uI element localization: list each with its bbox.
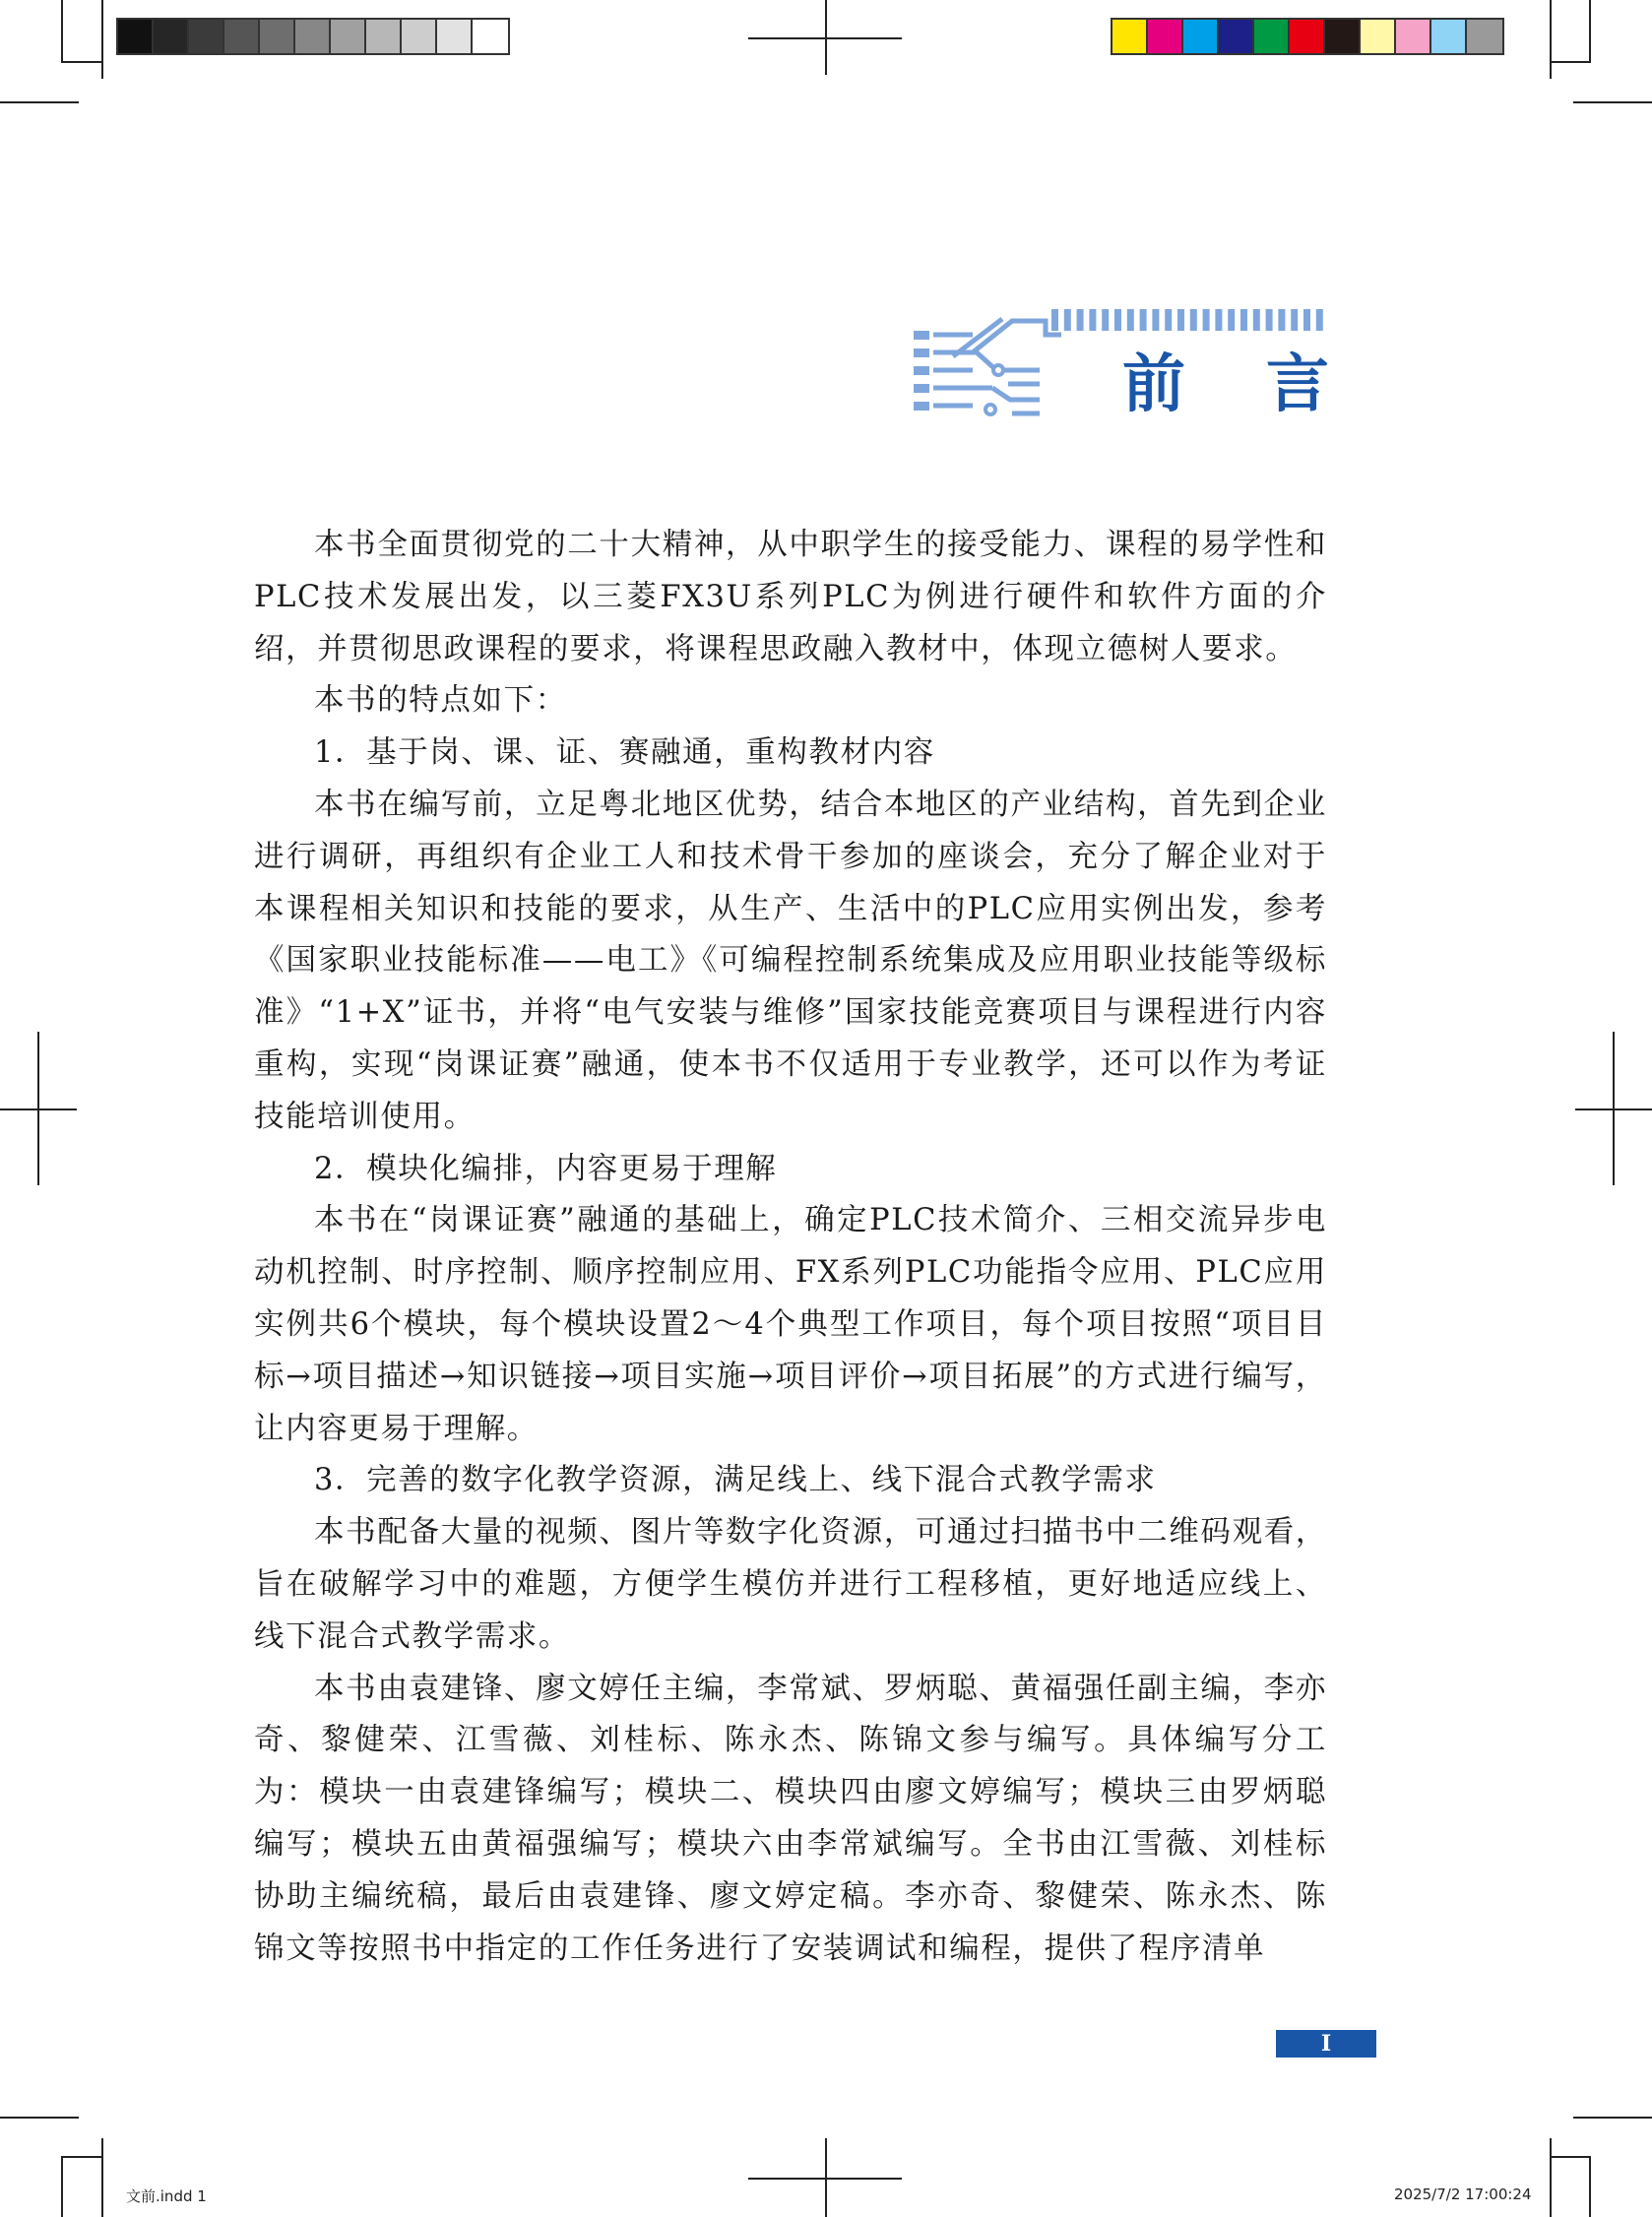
ornament-bar: [1240, 309, 1247, 331]
paragraph: 本书由袁建锋、廖文婷任主编，李常斌、罗炳聪、黄福强任副主编，李亦奇、黎健荣、江雪薇、刘桂标、陈永杰、陈锦文参与编写。具体编写分工为：模块一由袁建锋编写；模块二、模块四由廖文婷编写；模块三由罗炳聪编写；模块五由黄福强编写；模块六由李常斌编写。全书由江雪薇、刘桂标协助主编统稿，最后由袁建锋、廖文婷定稿。李亦奇、黎健荣、陈永杰、陈锦文等按照书中指定的工作任务进行了安装调试和编程，提供了程序清单: [254, 1671, 1327, 1966]
color-swatch: [1183, 20, 1219, 53]
gray-swatch: [154, 20, 189, 53]
section-heading: 3．完善的数字化教学资源，满足线上、线下混合式教学需求: [314, 1463, 1157, 1498]
title-char: 前: [1122, 348, 1185, 421]
ornament-bar: [1303, 309, 1310, 331]
timestamp-slug: 2025/7/2 17:00:24: [1394, 2185, 1532, 2203]
title-char: 言: [1266, 348, 1329, 421]
crop-mark: [1573, 2117, 1652, 2119]
registration-mark: [825, 2138, 827, 2217]
paragraph: 本书在“岗课证赛”融通的基础上，确定PLC技术简介、三相交流异步电动机控制、时序控制、顺序控制应用、FX系列PLC功能指令应用、PLC应用实例共6个模块，每个模块设置2～4个典型工作项目，每个项目按照“项目目标→项目描述→知识链接→项目实施→项目评价→项目拓展”的方式进行编写，让内容更易于理解。: [254, 1203, 1327, 1446]
crop-mark: [61, 61, 102, 63]
color-swatch: [1467, 20, 1502, 53]
ornament-bar: [1051, 309, 1058, 331]
crop-mark: [1550, 2156, 1591, 2158]
ornament-bar: [1215, 309, 1222, 331]
gray-swatch: [437, 20, 473, 53]
file-name-slug: 文前.indd 1: [126, 2187, 207, 2205]
ornament-bar: [1089, 309, 1096, 331]
ornament-bar: [1140, 309, 1147, 331]
page-number: I: [1276, 2030, 1376, 2058]
ornament-bar: [1152, 309, 1159, 331]
color-swatch: [1254, 20, 1290, 53]
ornament-bar: [1102, 309, 1109, 331]
crop-mark: [101, 0, 103, 79]
registration-mark: [825, 0, 827, 75]
ornament-bar: [1064, 309, 1071, 331]
color-calibration-bar: [1111, 18, 1504, 55]
gray-swatch: [331, 20, 366, 53]
color-swatch: [1148, 20, 1183, 53]
color-swatch: [1290, 20, 1325, 53]
crop-mark: [1550, 61, 1591, 63]
paragraph: 本书配备大量的视频、图片等数字化资源，可通过扫描书中二维码观看，旨在破解学习中的难题，方便学生模仿并进行工程移植，更好地适应线上、线下混合式教学需求。: [254, 1515, 1327, 1654]
gray-swatch: [224, 20, 260, 53]
grayscale-calibration-bar: [116, 18, 510, 55]
crop-mark: [1550, 0, 1552, 79]
ornament-bar: [1316, 309, 1323, 331]
color-swatch: [1325, 20, 1361, 53]
crop-mark: [1589, 0, 1591, 63]
ornament-bar: [1203, 309, 1210, 331]
crop-mark: [61, 2156, 102, 2158]
color-swatch: [1361, 20, 1396, 53]
preface-title: [1122, 350, 1329, 419]
color-swatch: [1396, 20, 1431, 53]
ornament-bar: [1114, 309, 1121, 331]
gray-swatch: [402, 20, 437, 53]
crop-mark: [0, 2117, 79, 2119]
ornament-bar: [1165, 309, 1172, 331]
ornament-bar: [1228, 309, 1235, 331]
gray-swatch: [189, 20, 224, 53]
registration-mark: [1613, 1032, 1615, 1185]
color-swatch: [1219, 20, 1254, 53]
preface-body: [254, 520, 1327, 1975]
ornament-bar: [1127, 309, 1134, 331]
section-heading: 1．基于岗、课、证、赛融通，重构教材内容: [314, 735, 935, 771]
registration-mark: [37, 1032, 39, 1185]
paragraph: 本书的特点如下：: [314, 683, 567, 719]
paragraph: 本书在编写前，立足粤北地区优势，结合本地区的产业结构，首先到企业进行调研，再组织有企业工人和技术骨干参加的座谈会，充分了解企业对于本课程相关知识和技能的要求，从生产、生活中的PLC应用实例出发，参考《国家职业技能标准——电工》《可编程控制系统集成及应用职业技能等级标准》“1+X”证书，并将“电气安装与维修”国家技能竞赛项目与课程进行内容重构，实现“岗课证赛”融通，使本书不仅适用于专业教学，还可以作为考证技能培训使用。: [254, 787, 1327, 1134]
section-heading: 2．模块化编排，内容更易于理解: [314, 1151, 778, 1186]
crop-mark: [61, 2156, 63, 2217]
color-swatch: [1112, 20, 1148, 53]
crop-mark: [101, 2138, 103, 2217]
gray-swatch: [295, 20, 331, 53]
crop-mark: [1573, 101, 1652, 103]
ornament-bar: [1291, 309, 1298, 331]
ornament-bar: [1266, 309, 1273, 331]
crop-mark: [1589, 2156, 1591, 2217]
paragraph: 本书全面贯彻党的二十大精神，从中职学生的接受能力、课程的易学性和PLC技术发展出发，以三菱FX3U系列PLC为例进行硬件和软件方面的介绍，并贯彻思政课程的要求，将课程思政融入教材中，体现立德树人要求。: [254, 528, 1327, 666]
gray-swatch: [118, 20, 154, 53]
gray-swatch: [366, 20, 402, 53]
ornament-bar: [1190, 309, 1197, 331]
ornament-bar: [1278, 309, 1285, 331]
crop-mark: [0, 101, 79, 103]
crop-mark: [61, 0, 63, 63]
ornament-bar: [1253, 309, 1260, 331]
gray-swatch: [473, 20, 508, 53]
crop-mark: [1550, 2138, 1552, 2217]
gray-swatch: [260, 20, 295, 53]
ornament-bar: [1177, 309, 1184, 331]
ornament-bar: [1077, 309, 1084, 331]
color-swatch: [1431, 20, 1467, 53]
